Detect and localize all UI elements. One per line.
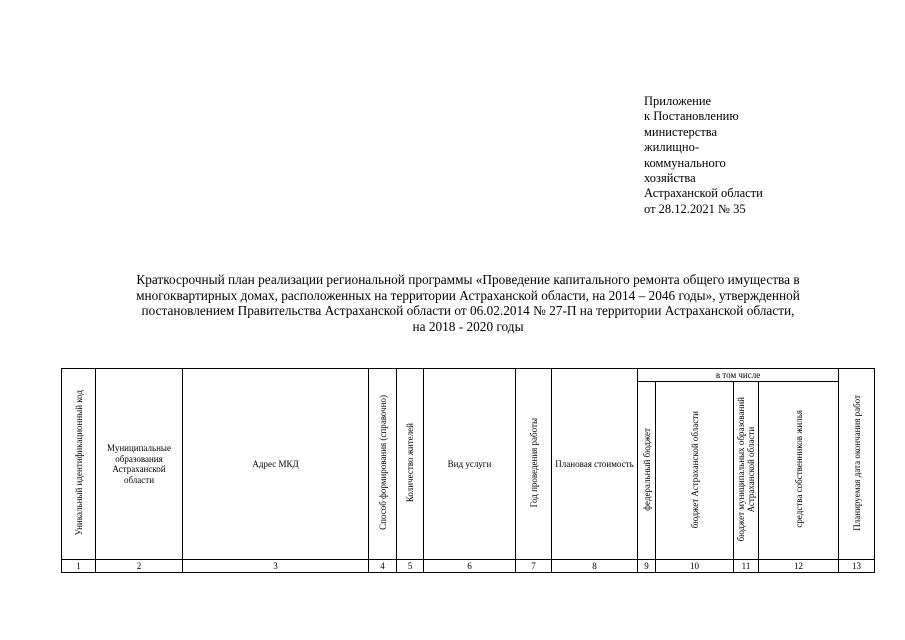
header-formation-method: Способ формирования (справочно) (369, 369, 397, 560)
header-service-type: Вид услуги (424, 369, 516, 560)
appendix-line: жилищно- (644, 140, 699, 155)
header-federal-budget: федеральный бюджет (638, 382, 656, 560)
column-number: 2 (96, 560, 183, 573)
title-line: многоквартирных домах, расположенных на территории Астраханской области, на 2014 – 2046 годы», утвержденной (136, 287, 800, 303)
document-title (70, 272, 866, 334)
column-number: 12 (759, 560, 839, 573)
column-number: 4 (369, 560, 397, 573)
title-line: постановлением Правительства Астраханской области от 06.02.2014 № 27-П на территории Астраханской области, (141, 303, 795, 319)
column-number: 10 (656, 560, 734, 573)
appendix-line: к Постановлению (644, 109, 739, 124)
column-number-row (62, 560, 875, 573)
header-municipal-budget-line1: бюджет муниципальных образований (736, 397, 746, 542)
header-municipal-budget (734, 382, 759, 560)
header-planned-cost: Плановая стоимость (552, 369, 638, 560)
header-municipal-budget-line2: Астраханской области (746, 426, 756, 513)
column-number: 7 (516, 560, 552, 573)
header-including-group: в том числе (638, 369, 839, 382)
appendix-block (644, 94, 824, 217)
header-completion-date: Планируемая дата окончания работ (839, 369, 875, 560)
column-number: 11 (734, 560, 759, 573)
appendix-line: хозяйства (644, 171, 696, 186)
title-line: на 2018 - 2020 годы (412, 318, 524, 334)
plan-table (61, 368, 875, 573)
column-number: 1 (62, 560, 96, 573)
appendix-line: коммунального (644, 155, 726, 170)
column-number: 3 (183, 560, 369, 573)
column-number: 13 (839, 560, 875, 573)
column-number: 8 (552, 560, 638, 573)
appendix-line: Приложение (644, 94, 712, 108)
header-owners-funds: средства собственников жилья (759, 382, 839, 560)
header-work-year: Год проведения работы (516, 369, 552, 560)
header-regional-budget: бюджет Астраханской области (656, 382, 734, 560)
header-municipality: Муниципальные образования Астраханской области (96, 369, 183, 560)
appendix-line: от 28.12.2021 № 35 (644, 201, 746, 216)
header-residents-count: Количество жителей (397, 369, 424, 560)
column-number: 5 (397, 560, 424, 573)
title-line: Краткосрочный план реализации региональной программы «Проведение капитального ремонта общего имущества в (136, 272, 800, 287)
header-unique-code: Уникальный идентификационный код (62, 369, 96, 560)
column-number: 9 (638, 560, 656, 573)
column-number: 6 (424, 560, 516, 573)
header-address: Адрес МКД (183, 369, 369, 560)
appendix-line: министерства (644, 124, 718, 139)
appendix-line: Астраханской области (644, 186, 763, 201)
